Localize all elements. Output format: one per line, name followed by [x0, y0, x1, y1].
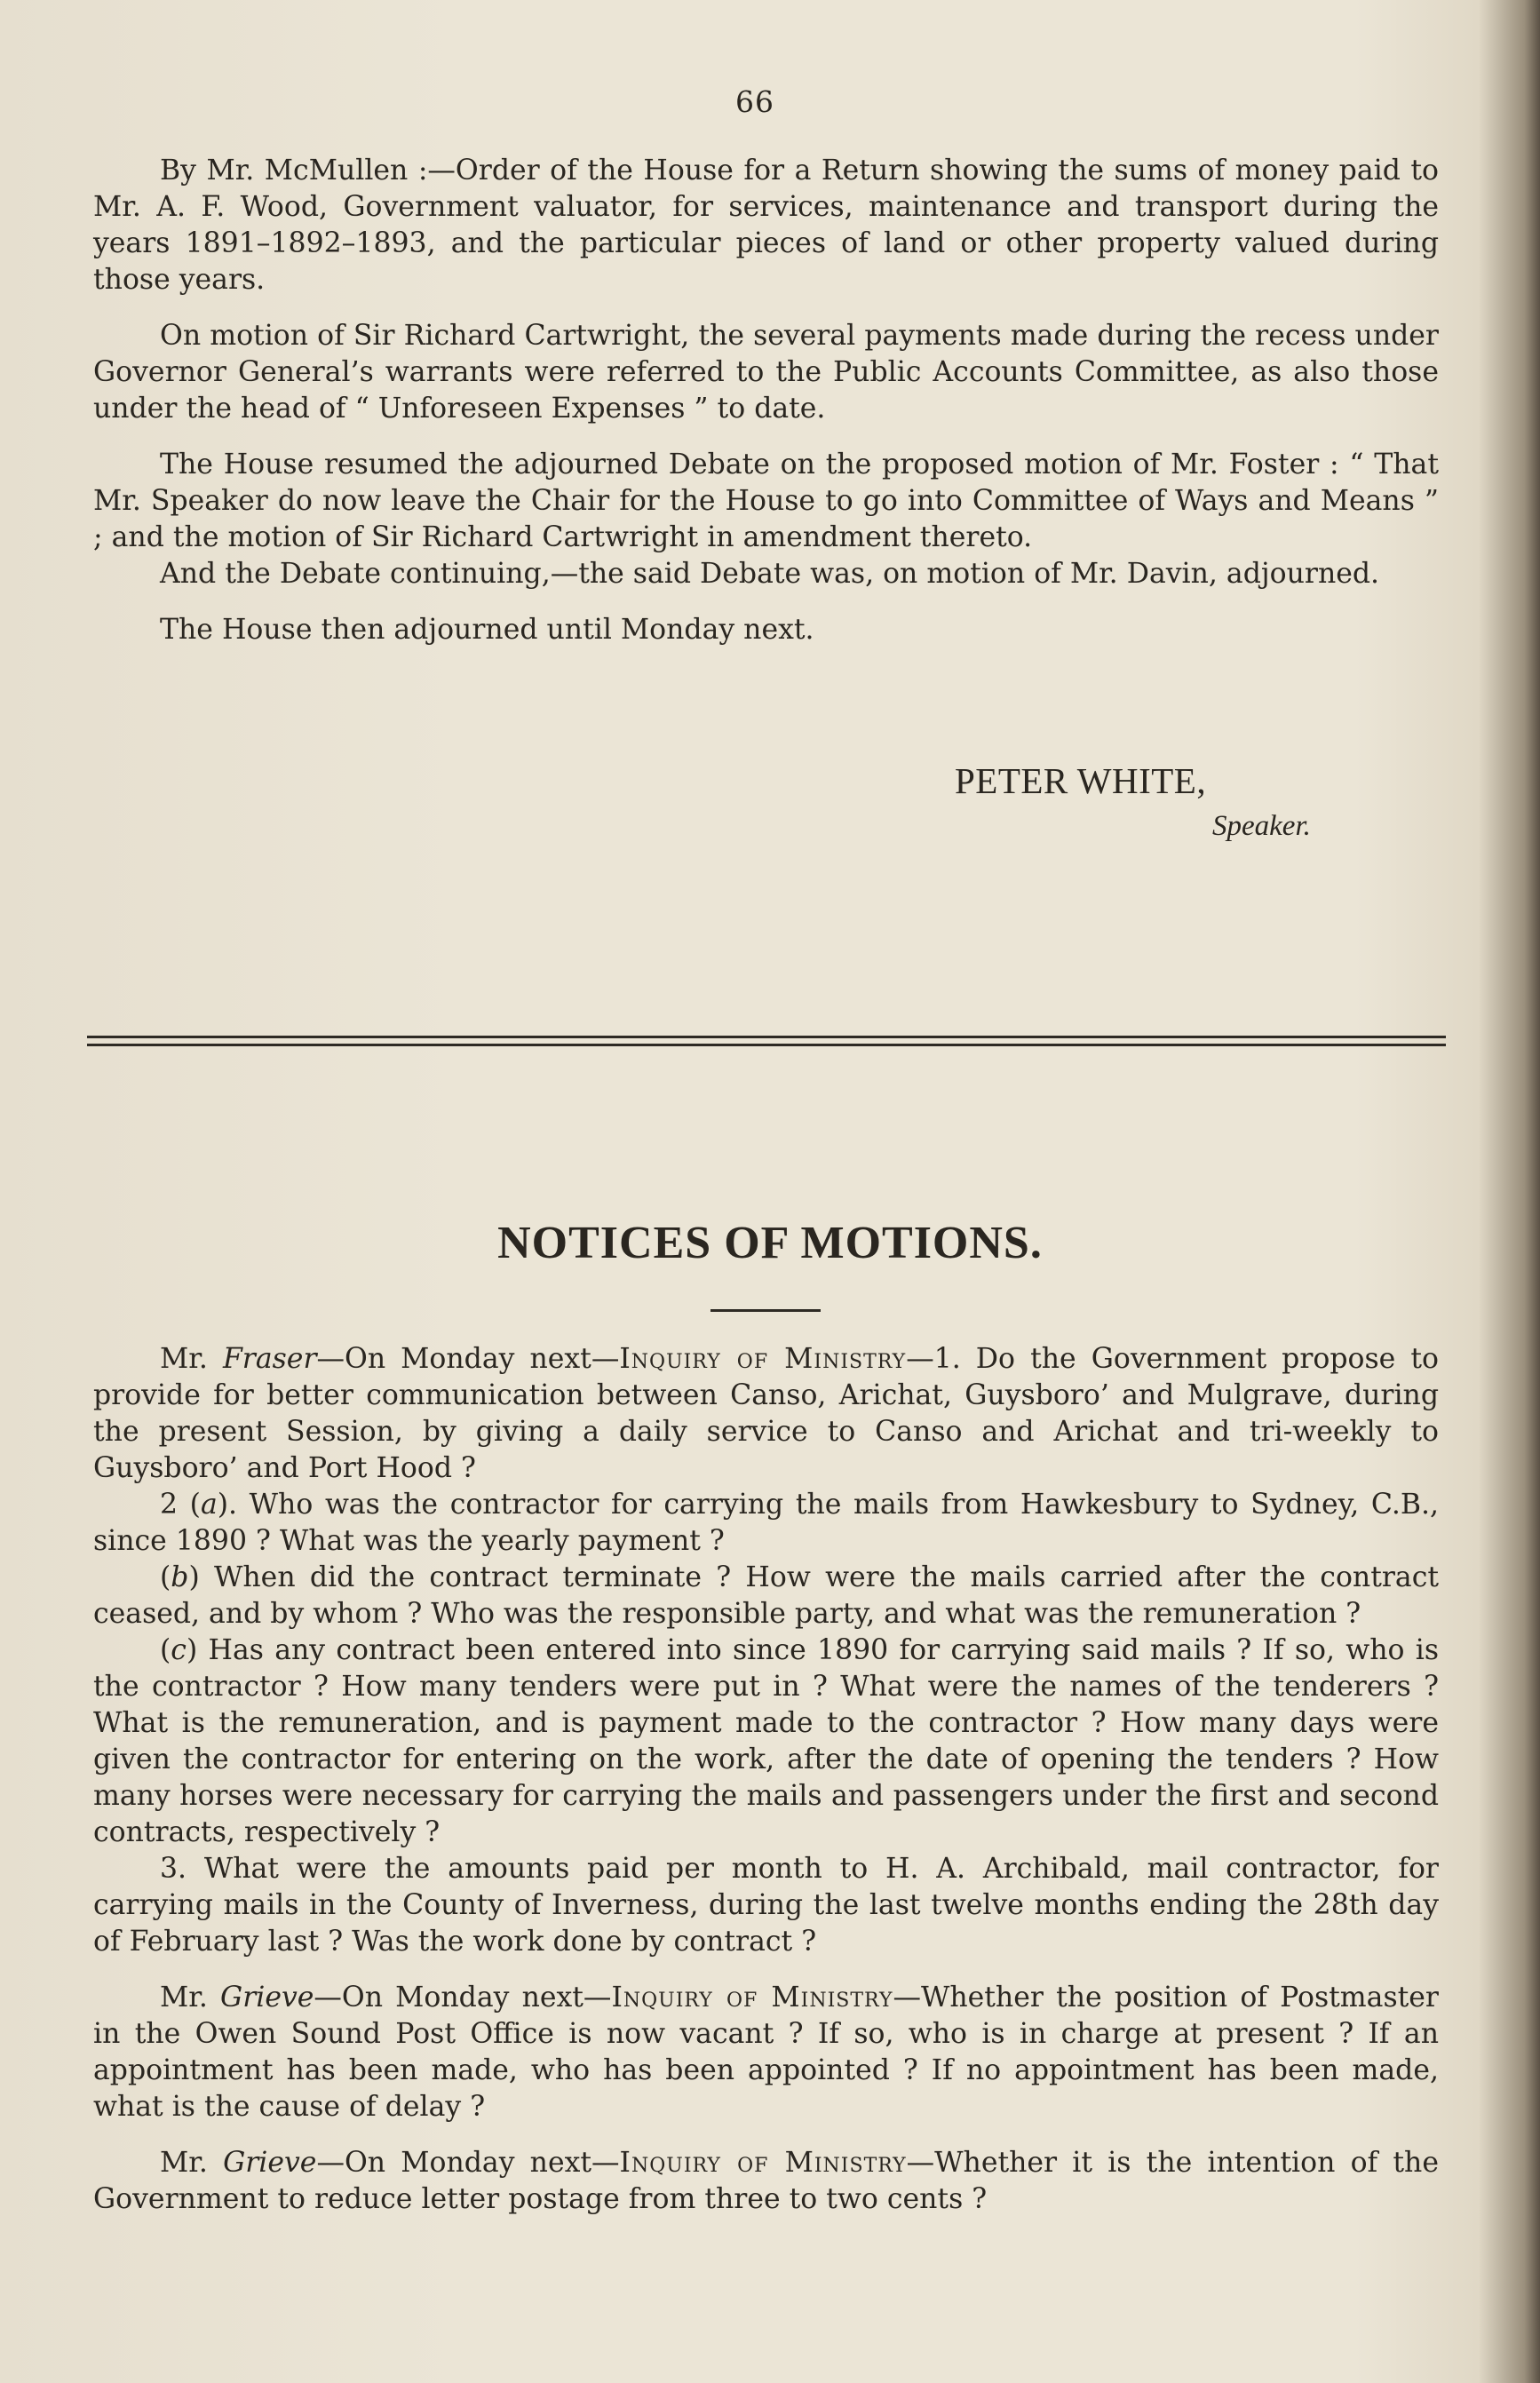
motion-lead: —On Monday next—	[316, 2147, 620, 2179]
signature-title: Speaker.	[1212, 810, 1311, 842]
section-divider-top	[87, 1036, 1446, 1038]
motion-grieve-postmaster	[93, 1980, 1439, 2125]
motion-prefix: Mr.	[160, 1343, 223, 1375]
item-text: ). Who was the contractor for carrying the mails from Hawkesbury to Sydney, C.B., since 1890 ? What was the yearly payment ?	[93, 1489, 1440, 1557]
inquiry-label: Inquiry of Ministry	[611, 1982, 893, 2014]
paragraph-mcmullen-return: By Mr. McMullen :—Order of the House for a Return showing the sums of money paid to Mr. A. F. Wood, Government valuator, for services, maintenance and transport during the years 1891–1892–1893, and the particular pieces of land or other property valued during those years.	[93, 155, 1439, 296]
item-text: ) Has any contract been entered into since 1890 for carrying said mails ? If so, who is the contractor ? How many tenders were put in ? What were the names of the tenderers ? What is the remuneration, and is payment made to the contractor ? How many days were given the contractor for entering on the work, after the date of opening the tenders ? How many horses were necessary for carrying the mails and passengers under the first and second contracts, respectively ?	[93, 1634, 1439, 1848]
motion-lead: —On Monday next—	[314, 1982, 612, 2014]
item-label: a	[200, 1489, 218, 1521]
motion-fraser-2a	[93, 1487, 1439, 1560]
item-text: ) When did the contract terminate ? How were the mails carried after the contract ceased, and by whom ? Who was the responsible party, and what was the remuneration ?	[93, 1561, 1439, 1630]
motion-text: —1. Do the Government propose to provide for better communication between Canso, Arichat, Guysboro’ and Mulgrave, during the present Session, by giving a daily service to Canso and Arichat and tri-weekly to Guysboro’ and Port Hood ?	[93, 1343, 1439, 1484]
motion-grieve-postage	[93, 2145, 1439, 2218]
section-divider-bottom	[87, 1044, 1446, 1046]
member-name: Fraser	[222, 1343, 317, 1375]
inquiry-label: Inquiry of Ministry	[619, 2147, 907, 2179]
item-label: b	[171, 1561, 189, 1593]
member-name: Grieve	[220, 1982, 314, 2014]
proceedings-section	[93, 153, 1439, 648]
motion-prefix: Mr.	[160, 2147, 224, 2179]
inquiry-label: Inquiry of Ministry	[619, 1343, 907, 1375]
motion-lead: —On Monday next—	[316, 1343, 620, 1375]
signature-name: PETER WHITE,	[955, 760, 1207, 801]
motion-fraser-3: 3. What were the amounts paid per month to H. A. Archibald, mail contractor, for carrying mails in the County of Inverness, during the last twelve months ending the 28th day of February last ? Was the work done by contract ?	[93, 1853, 1439, 1958]
page-number: 66	[735, 84, 774, 119]
motion-prefix: Mr.	[160, 1982, 221, 2014]
motion-fraser	[93, 1341, 1439, 1487]
paragraph-debate-adjourned: And the Debate continuing,—the said Debate was, on motion of Mr. Davin, adjourned.	[160, 558, 1380, 590]
motion-text: —Whether it is the intention of the Government to reduce letter postage from three to two cents ?	[93, 2147, 1439, 2215]
paragraph-debate-resumed: The House resumed the adjourned Debate on the proposed motion of Mr. Foster : “ That Mr. Speaker do now leave the Chair for the House to go into Committee of Ways and Means ” ; and the motion of Sir Richard Cartwright in amendment thereto.	[93, 449, 1439, 553]
motion-fraser-c	[93, 1632, 1439, 1851]
notices-heading: NOTICES OF MOTIONS.	[497, 1218, 1043, 1268]
item-open: 2 (	[160, 1489, 201, 1521]
heading-underline	[710, 1309, 821, 1312]
item-open: (	[160, 1561, 171, 1593]
motion-text: —Whether the position of Postmaster in the Owen Sound Post Office is now vacant ? If so, who is in charge at present ? If an appointment has been made, who has been appointed ? If no appointment has been made, what is the cause of delay ?	[93, 1982, 1439, 2123]
paragraph-cartwright-motion: On motion of Sir Richard Cartwright, the several payments made during the recess under Governor General’s warrants were referred to the Public Accounts Committee, as also those under the head of “ Unforeseen Expenses ” to date.	[93, 320, 1439, 425]
motion-fraser-b	[93, 1560, 1439, 1632]
item-open: (	[160, 1634, 171, 1666]
item-label: c	[171, 1634, 187, 1666]
paragraph-house-adjourned: The House then adjourned until Monday next.	[160, 614, 814, 646]
member-name: Grieve	[223, 2147, 317, 2179]
notices-section	[93, 1341, 1439, 2218]
